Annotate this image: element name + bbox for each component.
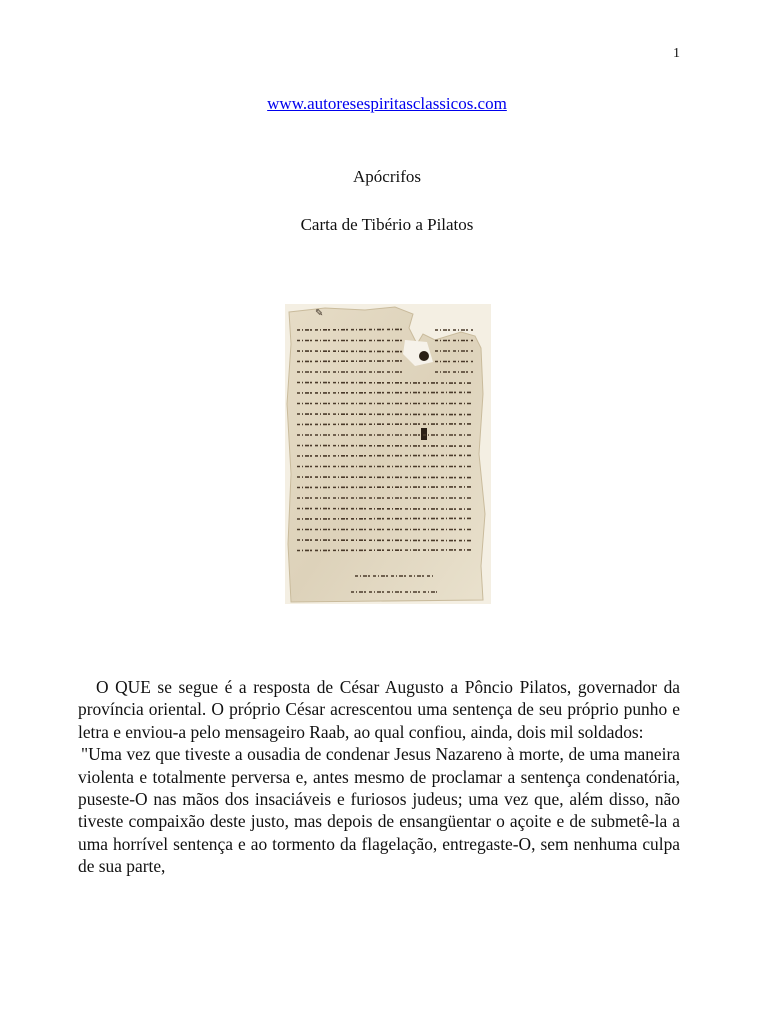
page-number: 1: [673, 46, 680, 61]
document-title: Apócrifos: [353, 167, 421, 186]
website-link[interactable]: www.autoresespiritasclassicos.com: [267, 94, 507, 113]
papyrus-image-graphic: [285, 304, 491, 604]
paragraph-letter: "Uma vez que tiveste a ousadia de condenar Jesus Nazareno à morte, de uma maneira violenta e totalmente perversa e, antes mesmo de proclamar a sentença condenatória, puseste-O nas mãos dos insaciáveis e furiosos judeus; uma vez que, além disso, não tiveste compaixão deste justo, mas depois de ensangüentar o açoite e de submetê-la a uma horrível sentença e ao tormento da flagelação, entregaste-O, sem nenhuma culpa de sua parte,: [78, 744, 680, 877]
document-subtitle: Carta de Tibério a Pilatos: [300, 215, 474, 234]
papyrus-manuscript-image: [285, 304, 491, 604]
paragraph-intro: O QUE se segue é a resposta de César Augusto a Pôncio Pilatos, governador da província oriental. O próprio César acrescentou uma sentença de seu próprio punho e letra e enviou-a pelo mensageiro Raab, ao qual confiou, ainda, dois mil soldados:: [78, 677, 680, 742]
body-text: [78, 676, 680, 878]
svg-text:✎: ✎: [315, 308, 324, 319]
